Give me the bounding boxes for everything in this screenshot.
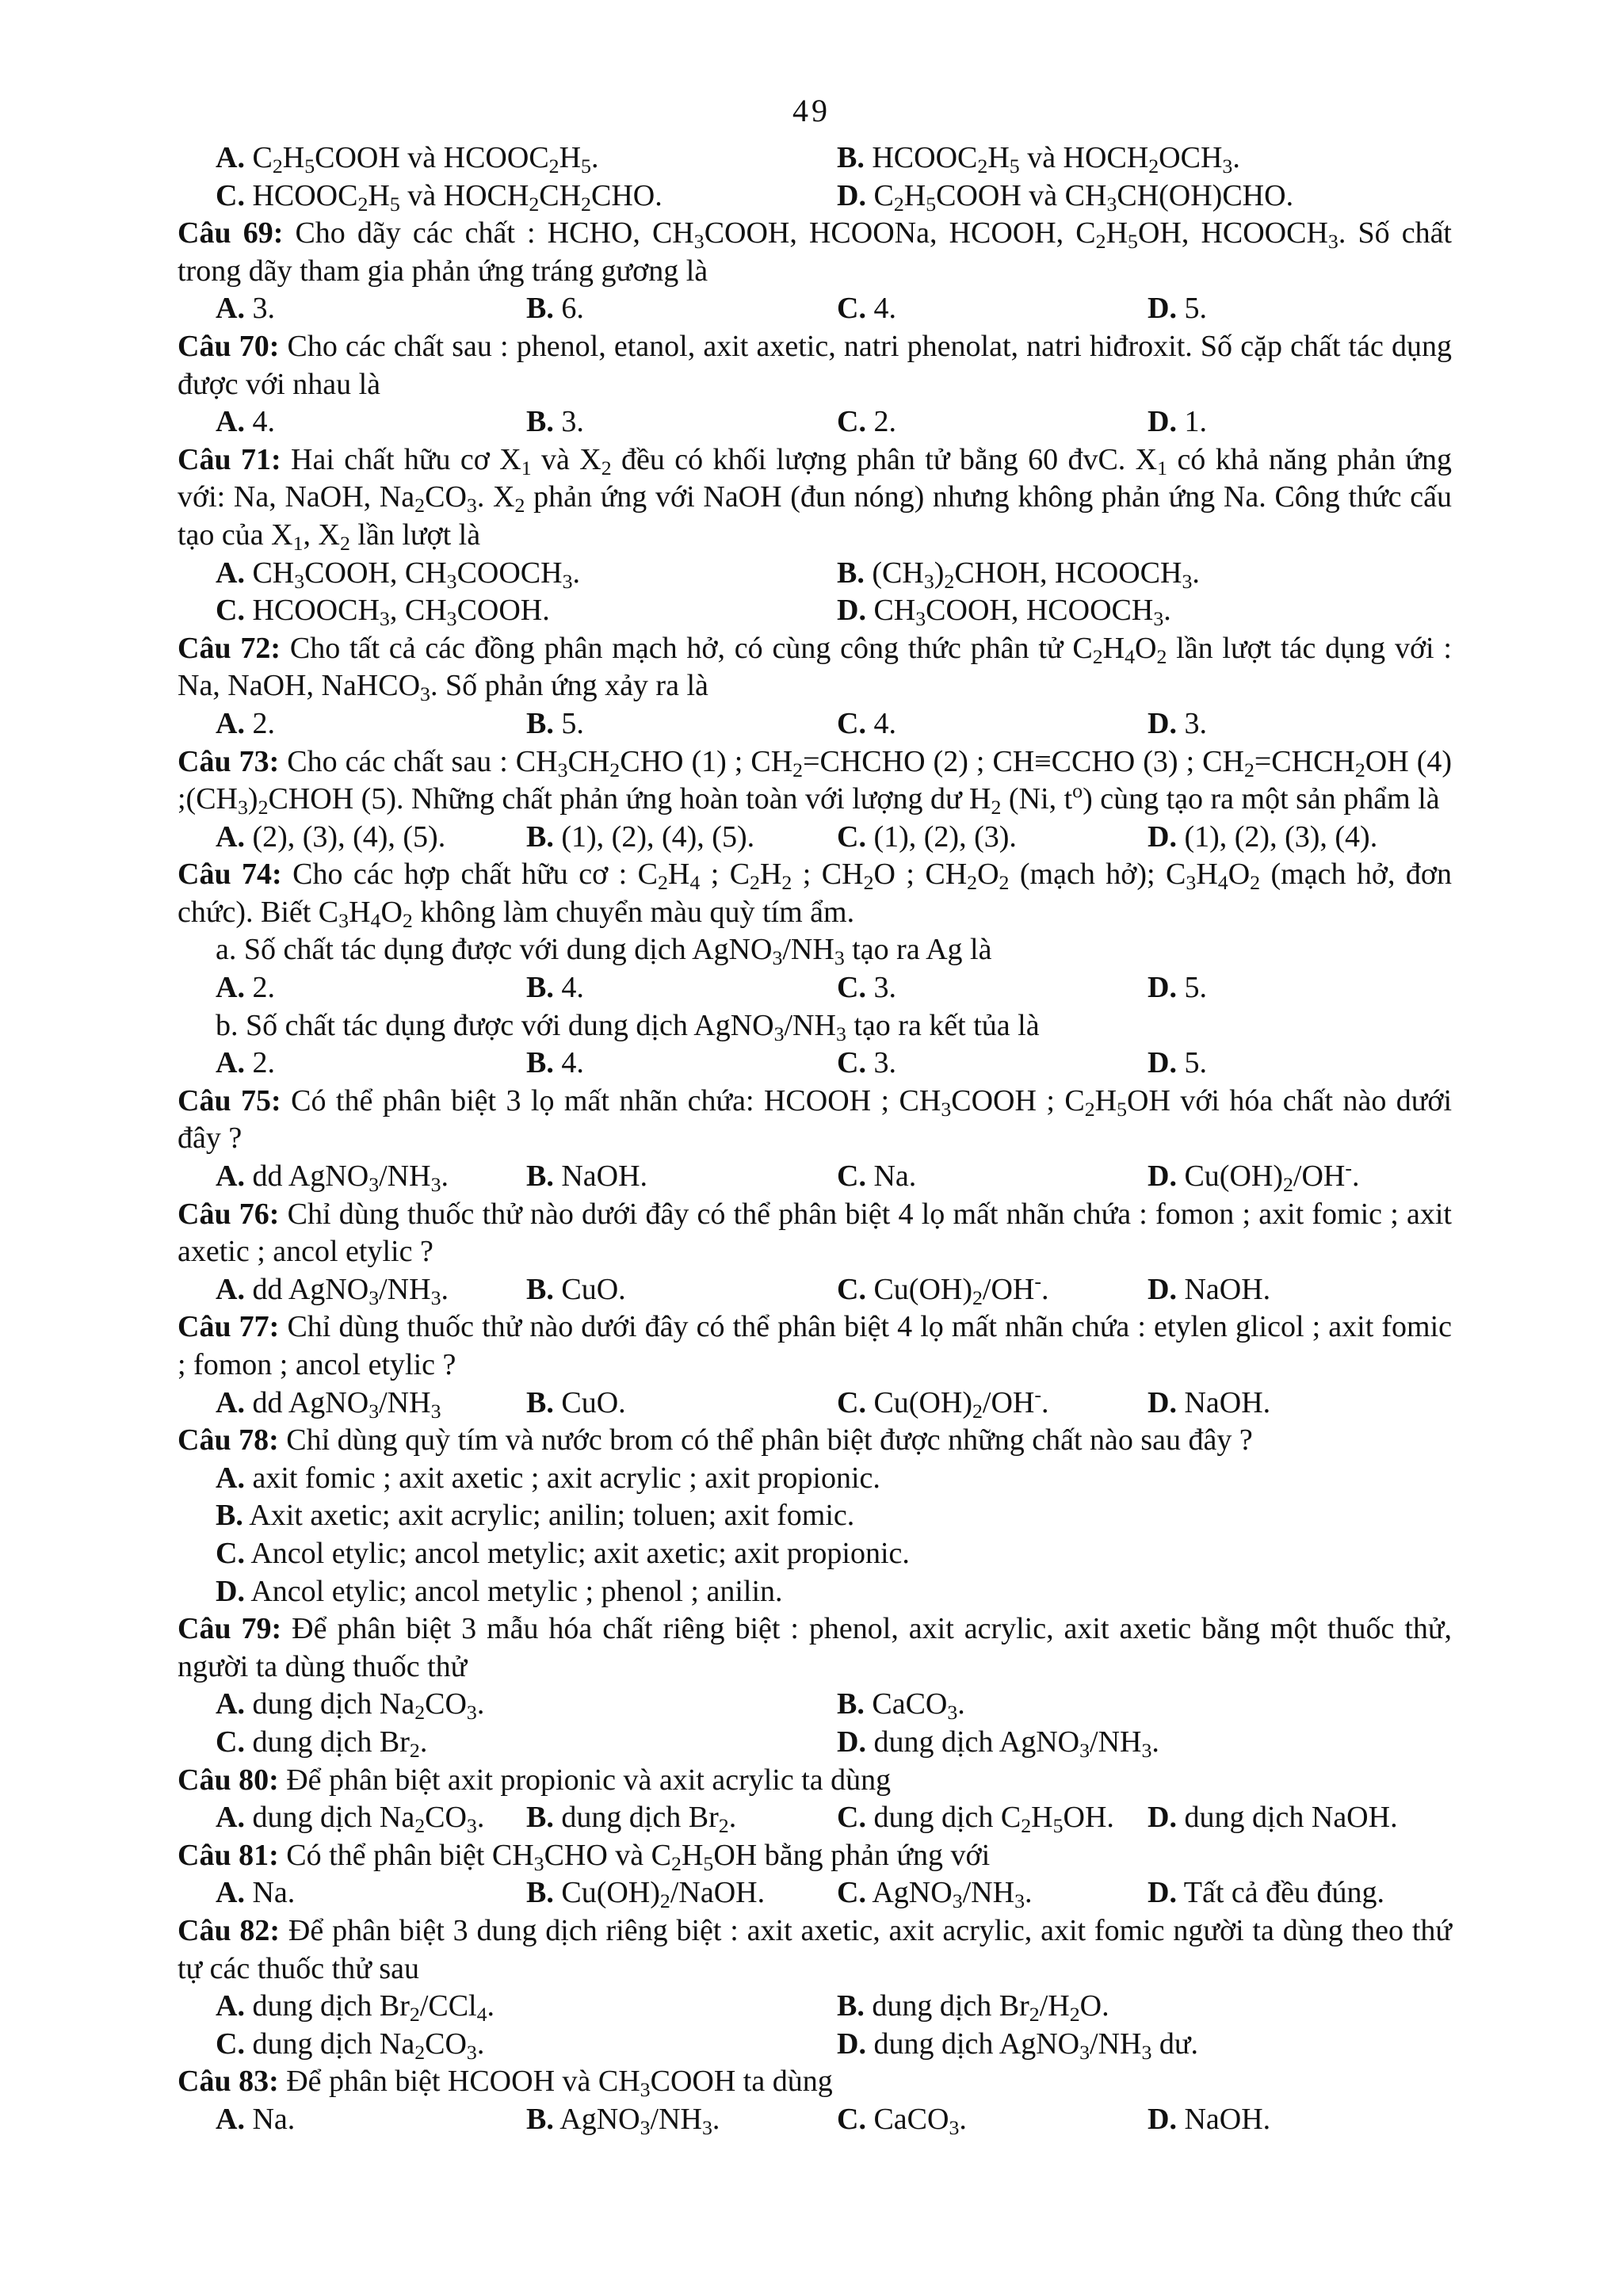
answer-options-row (178, 592, 1452, 630)
answer-option (1148, 819, 1377, 857)
option-text: Tất cả đều đúng. (1176, 1876, 1385, 1910)
answer-option (837, 969, 896, 1007)
answer-options-row (178, 1686, 1452, 1724)
answer-option (216, 1385, 441, 1423)
answer-option (837, 139, 1240, 178)
option-letter: A. (216, 1989, 245, 2023)
question (178, 1610, 1452, 1686)
answer-options-row (178, 139, 1452, 178)
question-text: Để phân biệt axit propionic và axit acrylic ta dùng (278, 1763, 892, 1797)
answer-option (837, 1874, 1032, 1912)
option-letter: D. (1148, 1159, 1177, 1194)
answer-option (526, 1271, 626, 1309)
option-text: 5. (553, 706, 584, 740)
option-letter: D. (1148, 1385, 1177, 1419)
answer-option (837, 705, 896, 743)
option-text: 4. (244, 405, 275, 439)
option-text: CuO. (553, 1272, 626, 1306)
option-text: CuO. (553, 1385, 626, 1419)
option-letter: C. (837, 1876, 866, 1910)
question-text: Chỉ dùng thuốc thử nào dưới đây có thể phân biệt 4 lọ mất nhãn chứa : etylen glicol ; axit fomic ; fomon ; ancol etylic ? (178, 1310, 1453, 1381)
option-letter: D. (1148, 706, 1177, 740)
option-letter: C. (837, 405, 866, 439)
answer-option (837, 290, 896, 328)
option-letter: C. (837, 706, 866, 740)
answer-option (1148, 1271, 1270, 1309)
question-number: Câu 72: (178, 631, 281, 665)
option-text: 4. (553, 1046, 584, 1080)
answer-option (837, 555, 1200, 593)
option-text: dd $AgNO_3/NH_3$ (244, 1385, 441, 1423)
answer-option (216, 705, 275, 743)
option-letter: C. (216, 2027, 245, 2061)
sub-question: a. Số chất tác dụng được với dung dịch $AgNO_3/NH_3$ tạo ra Ag là (216, 933, 992, 970)
answer-option (216, 1271, 449, 1309)
answer-option (216, 2101, 295, 2139)
option-text: dd $AgNO_3/NH_3$. (244, 1159, 449, 1197)
option-letter: A. (216, 1461, 245, 1495)
page-number: 49 (792, 93, 831, 128)
question (178, 215, 1452, 290)
option-text: NaOH. (1176, 2102, 1271, 2136)
option-letter: D. (1148, 292, 1177, 326)
option-letter: D. (1148, 1046, 1177, 1080)
option-text: NaOH. (1176, 1385, 1271, 1419)
answer-option (1148, 290, 1207, 328)
option-text: 6. (553, 292, 584, 326)
answer-option (526, 1385, 626, 1423)
option-text: $CH_3COOH$, $HCOOCH_3$. (865, 594, 1171, 631)
answer-option (1148, 705, 1207, 743)
option-letter: B. (526, 405, 554, 439)
answer-option (1148, 1045, 1207, 1083)
option-letter: B. (526, 971, 554, 1005)
answer-option (837, 178, 1293, 216)
option-letter: B. (526, 706, 554, 740)
answer-option (1148, 1158, 1359, 1196)
option-letter: A. (216, 405, 245, 439)
option-letter: A. (216, 2102, 245, 2136)
question-number: Câu 73: (178, 744, 280, 778)
option-text: 5. (1176, 971, 1207, 1005)
option-letter: B. (216, 1499, 243, 1533)
answer-option (837, 1271, 1048, 1309)
option-text: 2. (865, 405, 896, 439)
answer-options-row (178, 969, 1452, 1007)
option-text: Axit axetic; axit acrylic; anilin; toluen; axit fomic. (242, 1499, 855, 1533)
option-text: 4. (865, 706, 896, 740)
option-text: Na. (244, 2102, 296, 2136)
answer-options-row (178, 1874, 1452, 1912)
answer-options-row (178, 2101, 1452, 2139)
option-letter: D. (1148, 1272, 1177, 1306)
option-letter: A. (216, 819, 245, 854)
answer-option (837, 1799, 1114, 1837)
option-letter: B. (526, 2102, 554, 2136)
answer-option (216, 1988, 495, 2026)
answer-option (216, 1158, 449, 1196)
question-number: Câu 77: (178, 1310, 280, 1344)
option-text: dung dịch $Br_2$. (244, 1725, 428, 1763)
answer-option (526, 1874, 765, 1912)
question-number: Câu 71: (178, 442, 281, 476)
option-text: $C_2H_5COOH$ và $CH_3CH(OH)CHO$. (865, 178, 1294, 216)
option-text: $AgNO_3/NH_3$. (865, 1876, 1033, 1913)
option-letter: D. (1148, 971, 1177, 1005)
answer-option (837, 2026, 1198, 2064)
answer-options-row (178, 1460, 1452, 1498)
answer-option (837, 1382, 1049, 1423)
option-text: NaOH. (1176, 1272, 1271, 1306)
option-letter: D. (216, 1574, 245, 1608)
option-letter: D. (837, 1725, 866, 1759)
answer-options-row (178, 1799, 1452, 1837)
option-letter: A. (216, 292, 245, 326)
option-text: Na. (244, 1876, 296, 1910)
answer-option (216, 178, 663, 216)
option-text: dung dịch $AgNO_3/NH_3$. (865, 1725, 1159, 1763)
option-text: Na. (865, 1159, 917, 1194)
option-text: dung dịch NaOH. (1176, 1801, 1398, 1835)
option-letter: D. (1148, 819, 1177, 854)
option-text: CaCO$_3$. (864, 1687, 965, 1725)
question-text: Cho các hợp chất hữu cơ : $C_2H_4$ ; $C_2H_2$ ; $CH_2O$ ; $CH_2O_2$ (mạch hở); $C_3H_4O_2$ (mạch hở, đơn chức). Biết $C_3H_4O_2$ không làm chuyển màu quỳ tím ẩm. (178, 858, 1453, 933)
question-number: Câu 76: (178, 1197, 280, 1231)
option-text: NaOH. (553, 1159, 648, 1194)
answer-options-row (178, 1045, 1452, 1083)
answer-option (216, 1573, 783, 1611)
question (178, 1196, 1452, 1271)
option-letter: B. (837, 141, 865, 174)
option-text: 3. (244, 292, 275, 326)
answer-option (216, 1686, 484, 1724)
option-letter: A. (216, 141, 245, 174)
answer-option (837, 1724, 1159, 1762)
option-text: $Cu(OH)_2/OH^-$. (1176, 1156, 1360, 1197)
option-letter: A. (216, 1046, 245, 1080)
question-number: Câu 74: (178, 858, 282, 892)
option-letter: D. (1148, 2102, 1177, 2136)
question-text: Có thể phân biệt $CH_3CHO$ và $C_2H_5OH$ bằng phản ứng với (278, 1838, 991, 1875)
option-letter: A. (216, 706, 245, 740)
answer-option (837, 403, 896, 441)
answer-options-row (178, 1724, 1452, 1762)
option-letter: C. (216, 1536, 245, 1570)
option-text: dung dịch $C_2H_5OH$. (865, 1801, 1114, 1838)
answer-option (216, 592, 550, 630)
option-letter: C. (837, 1801, 866, 1835)
option-letter: B. (526, 819, 554, 854)
option-text: 1. (1176, 405, 1207, 439)
option-letter: D. (837, 178, 866, 212)
answer-option (526, 2101, 720, 2139)
answer-option (1148, 1799, 1398, 1837)
option-text: (1), (2), (4), (5). (553, 819, 755, 854)
answer-option (216, 1460, 880, 1498)
answer-options-row (178, 290, 1452, 328)
option-text: 2. (244, 706, 275, 740)
answer-option (837, 2101, 967, 2139)
answer-option (1148, 403, 1207, 441)
option-text: 3. (865, 1046, 896, 1080)
option-letter: C. (837, 2102, 866, 2136)
question-number: Câu 83: (178, 2065, 279, 2099)
option-text: dung dịch $Br_2/CCl_4$. (244, 1989, 495, 2027)
option-letter: C. (837, 292, 866, 326)
answer-options-row (178, 555, 1452, 593)
option-text: (1), (2), (3), (4). (1176, 819, 1378, 854)
answer-option (837, 1686, 965, 1724)
answer-option (526, 819, 754, 857)
option-letter: B. (526, 1876, 554, 1910)
answer-option (837, 592, 1171, 630)
question (178, 1083, 1452, 1158)
question-text: Để phân biệt HCOOH và $CH_3COOH$ ta dùng (278, 2065, 833, 2102)
answer-option (837, 1158, 916, 1196)
option-letter: D. (837, 594, 866, 628)
answer-options-row (178, 1382, 1452, 1423)
answer-options-row (178, 705, 1452, 743)
question (178, 630, 1452, 705)
option-text: 2. (244, 1046, 275, 1080)
option-text: $Cu(OH)_2$/NaOH. (553, 1876, 766, 1913)
answer-options-row (178, 1271, 1452, 1309)
answer-option (837, 1988, 1109, 2026)
option-text: dung dịch $Na_2CO_3$. (244, 2027, 485, 2064)
option-letter: B. (837, 556, 865, 590)
option-letter: D. (1148, 1876, 1177, 1910)
answer-options-row (178, 819, 1452, 857)
option-letter: A. (216, 1876, 245, 1910)
answer-option (216, 290, 275, 328)
answer-option (526, 403, 584, 441)
option-letter: B. (526, 1801, 554, 1835)
option-text: dung dịch $AgNO_3/NH_3$ dư. (865, 2027, 1199, 2064)
question (178, 743, 1452, 819)
option-letter: B. (526, 1385, 554, 1419)
option-text: 3. (1176, 706, 1207, 740)
question-text: Chỉ dùng thuốc thử nào dưới đây có thể phân biệt 4 lọ mất nhãn chứa : fomon ; axit fomic ; axit axetic ; ancol etylic ? (178, 1197, 1452, 1269)
question (178, 856, 1452, 931)
question-text: Để phân biệt 3 dung dịch riêng biệt : axit axetic, axit acrylic, axit fomic người ta dùng theo thứ tự các thuốc thử sau (178, 1913, 1453, 1985)
option-letter: B. (837, 1989, 865, 2023)
answer-option (1148, 2101, 1270, 2139)
answer-options-row (178, 1988, 1452, 2026)
question-text: Để phân biệt 3 mẫu hóa chất riêng biệt : phenol, axit acrylic, axit axetic bằng một thuốc thử, người ta dùng thuốc thử (178, 1612, 1452, 1683)
question (178, 1912, 1452, 1988)
option-letter: A. (216, 1801, 245, 1835)
option-text: dung dịch $Br_2/H_2O$. (864, 1989, 1109, 2027)
answer-options-row (178, 1158, 1452, 1196)
answer-option (216, 403, 275, 441)
answer-option (216, 139, 598, 178)
answer-option (526, 290, 584, 328)
option-text: 2. (244, 971, 275, 1005)
option-letter: C. (837, 1159, 866, 1194)
question-text: Chỉ dùng quỳ tím và nước brom có thể phân biệt được những chất nào sau đây ? (278, 1423, 1253, 1457)
option-text: 5. (1176, 292, 1207, 326)
option-letter: B. (837, 1687, 865, 1721)
answer-options-row (178, 1535, 1452, 1573)
option-text: axit fomic ; axit axetic ; axit acrylic ; axit propionic. (244, 1461, 880, 1495)
option-letter: D. (837, 2027, 866, 2061)
option-text: $AgNO_3/NH_3$. (553, 2102, 720, 2140)
answer-option (1148, 1385, 1270, 1423)
answer-option (216, 1497, 854, 1535)
answer-option (526, 1158, 647, 1196)
option-letter: C. (837, 1046, 866, 1080)
option-text: 4. (865, 292, 896, 326)
question-number: Câu 69: (178, 216, 284, 250)
answer-options-row (178, 1573, 1452, 1611)
option-letter: C. (216, 1725, 245, 1759)
option-text: dd $AgNO_3/NH_3$. (244, 1272, 449, 1310)
answer-option (216, 555, 580, 593)
question (178, 1422, 1452, 1460)
sub-question: b. Số chất tác dụng được với dung dịch $AgNO_3/NH_3$ tạo ra kết tủa là (216, 1008, 1040, 1045)
option-text: $CH_3COOH$, $CH_3COOCH_3$. (244, 556, 581, 593)
option-text: $HCOOCH_3$, $CH_3COOH$. (244, 594, 550, 631)
question-number: Câu 75: (178, 1083, 281, 1117)
question-number: Câu 80: (178, 1763, 279, 1797)
answer-options-row (178, 178, 1452, 216)
question-text: Có thể phân biệt 3 lọ mất nhãn chứa: HCOOH ; $CH_3COOH$ ; $C_2H_5OH$ với hóa chất nào dưới đây ? (178, 1083, 1453, 1156)
option-letter: A. (216, 556, 245, 590)
question-text: Cho các chất sau : phenol, etanol, axit axetic, natri phenolat, natri hiđroxit. Số cặp chất tác dụng được với nhau là (178, 329, 1452, 401)
option-letter: B. (526, 1159, 554, 1194)
option-text: (2), (3), (4), (5). (244, 819, 446, 854)
answer-option (216, 1799, 484, 1837)
option-letter: B. (526, 1046, 554, 1080)
question-number: Câu 70: (178, 329, 280, 363)
option-text: $(CH_3)_2CHOH$, $HCOOCH_3$. (864, 556, 1200, 593)
option-letter: C. (216, 178, 245, 212)
option-text: 5. (1176, 1046, 1207, 1080)
option-text: Ancol etylic; ancol metylic ; phenol ; anilin. (244, 1574, 783, 1608)
option-text: dung dịch $Na_2CO_3$. (244, 1687, 485, 1725)
option-text: CaCO$_3$. (865, 2102, 967, 2140)
option-letter: A. (216, 1687, 245, 1721)
option-letter: C. (837, 1385, 866, 1419)
answer-option (837, 1045, 896, 1083)
question (178, 1762, 1452, 1800)
answer-option (526, 705, 584, 743)
answer-option (216, 1874, 295, 1912)
question (178, 1837, 1452, 1875)
answer-option (1148, 1874, 1384, 1912)
answer-options-row (178, 403, 1452, 441)
answer-option (216, 819, 445, 857)
option-text: 4. (553, 971, 584, 1005)
option-text: dung dịch $Na_2CO_3$. (244, 1801, 485, 1838)
option-letter: A. (216, 1159, 245, 1194)
option-letter: C. (837, 1272, 866, 1306)
answer-option (216, 2026, 484, 2064)
option-letter: C. (837, 971, 866, 1005)
question-text: Cho các chất sau : $CH_3CH_2CHO$ (1) ; $CH_2=CHCHO$ (2) ; CH≡CCHO (3) ; $CH_2=CHCH_2OH$ (4) $;(CH_3)_2CHOH$ (5). Những chất phản ứng hoàn toàn với lượng dư $H_2$ (Ni, $t^o$) cùng tạo ra một sản phẩm là (178, 744, 1453, 819)
question-number: Câu 78: (178, 1423, 279, 1457)
option-letter: D. (1148, 1801, 1177, 1835)
question (178, 328, 1452, 403)
option-letter: D. (1148, 405, 1177, 439)
answer-option (526, 969, 584, 1007)
option-letter: C. (837, 819, 866, 854)
question-text: Hai chất hữu cơ $X_1$ và $X_2$ đều có khối lượng phân tử bằng 60 đvC. $X_1$ có khả năng phản ứng với: Na, NaOH, $Na_2CO_3$. $X_2$ phản ứng với NaOH (đun nóng) nhưng không phản ứng Na. Công thức cấu tạo của $X_1$, $X_2$ lần lượt là (178, 442, 1453, 556)
option-letter: B. (526, 1272, 554, 1306)
question (178, 2063, 1452, 2101)
option-text: $Cu(OH)_2/OH^-$. (865, 1382, 1049, 1423)
answer-option (837, 819, 1017, 857)
option-letter: C. (216, 594, 245, 628)
question-number: Câu 82: (178, 1913, 281, 1947)
option-text: 3. (553, 405, 584, 439)
answer-option (216, 1535, 910, 1573)
question (178, 441, 1452, 555)
answer-option (1148, 969, 1207, 1007)
answer-options-row (178, 2026, 1452, 2064)
option-text: Ancol etylic; ancol metylic; axit axetic; axit propionic. (244, 1536, 910, 1570)
question-list (178, 139, 1452, 2138)
option-text: $HCOOC_2H_5$ và $HOCH_2OCH_3$. (864, 141, 1240, 178)
answer-option (526, 1799, 736, 1837)
question-number: Câu 79: (178, 1612, 282, 1646)
answer-option (216, 969, 275, 1007)
answer-option (216, 1724, 427, 1762)
answer-option (216, 1045, 275, 1083)
option-text: 3. (865, 971, 896, 1005)
option-text: dung dịch $Br_2$. (553, 1801, 737, 1838)
option-letter: A. (216, 971, 245, 1005)
option-text: (1), (2), (3). (865, 819, 1017, 854)
option-text: $C_2H_5COOH$ và $HCOOC_2H_5$. (244, 141, 599, 178)
answer-options-row (178, 1497, 1452, 1535)
question-text: Cho tất cả các đồng phân mạch hở, có cùng công thức phân tử $C_2H_4O_2$ lần lượt tác dụng với : Na, NaOH, NaHCO$_3$. Số phản ứng xảy ra là (178, 631, 1452, 706)
answer-option (526, 1045, 584, 1083)
option-letter: A. (216, 1385, 245, 1419)
question-number: Câu 81: (178, 1838, 279, 1872)
option-text: $HCOOC_2H_5$ và $HOCH_2CH_2CHO$. (244, 178, 663, 216)
question (178, 1308, 1452, 1384)
question-text: Cho dãy các chất : HCHO, $CH_3COOH$, HCOONa, HCOOH, $C_2H_5OH$, $HCOOCH_3$. Số chất trong dãy tham gia phản ứng tráng gương là (178, 216, 1452, 288)
option-letter: B. (526, 292, 554, 326)
option-text: $Cu(OH)_2/OH^-$. (865, 1269, 1049, 1310)
option-letter: A. (216, 1272, 245, 1306)
